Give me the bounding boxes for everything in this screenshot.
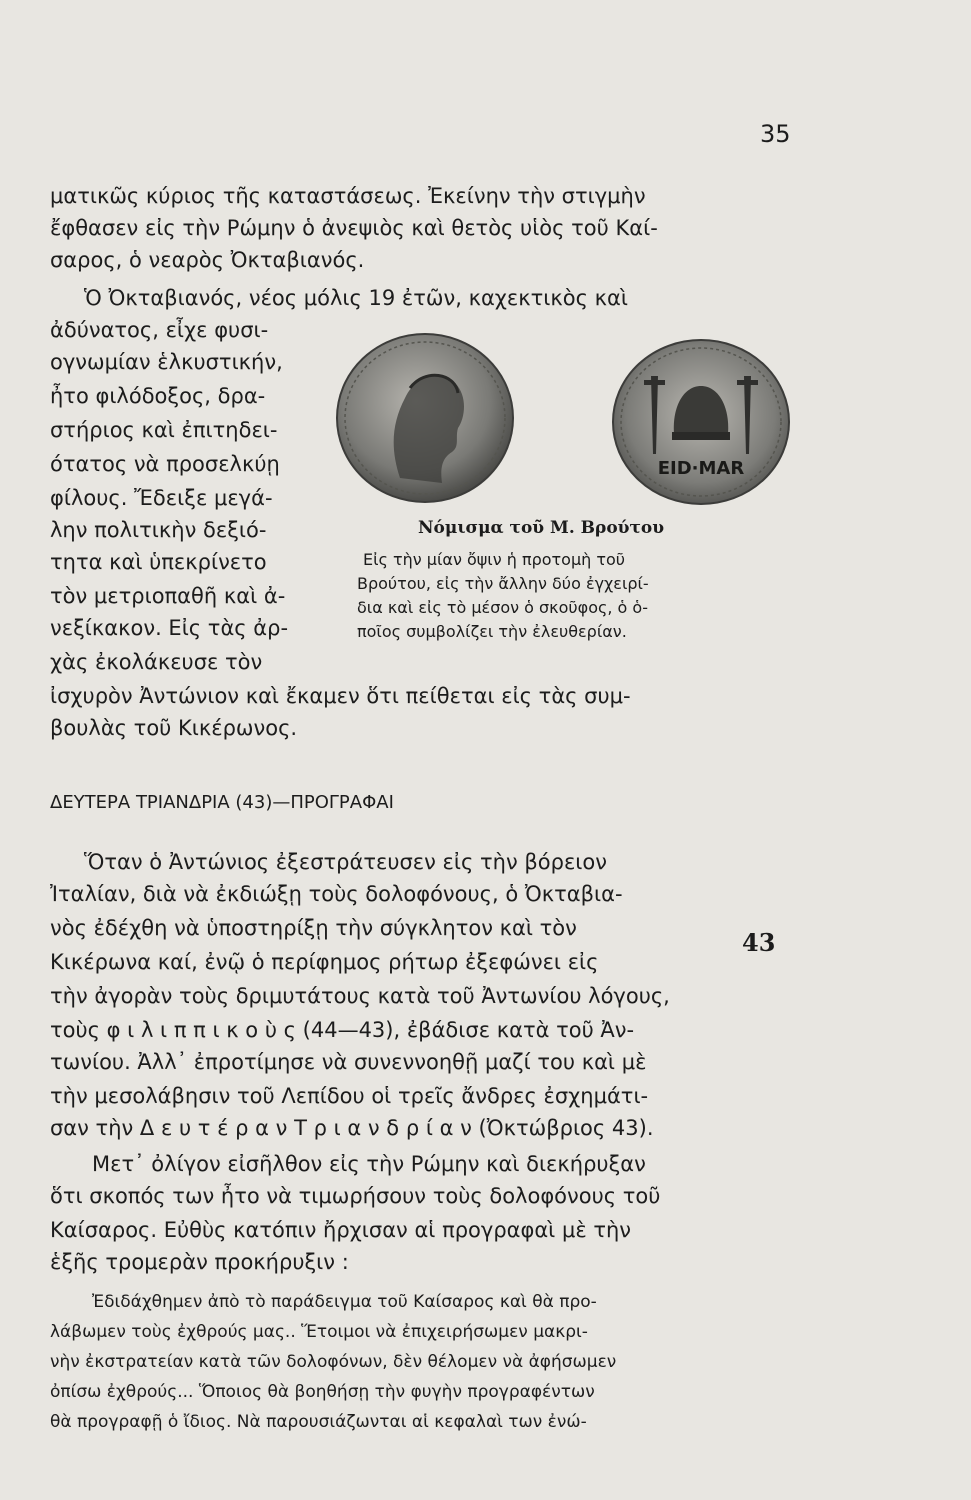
text-line: ογνωμίαν ἑλκυστικήν, bbox=[50, 350, 283, 374]
text-line: σαν τὴν Δ ε υ τ έ ρ α ν Τ ρ ι α ν δ ρ ί α ν (Ὀκτώβριος 43). bbox=[50, 1116, 654, 1140]
text-line: ὅτι σκοπός των ἦτο νὰ τιμωρήσουν τοὺς δολοφόνους τοῦ bbox=[50, 1184, 661, 1208]
text-line: τοὺς φ ι λ ι π π ι κ ο ὺ ς (44—43), ἐβάδισε κατὰ τοῦ Ἀν- bbox=[50, 1018, 635, 1042]
coin-obverse-image bbox=[330, 328, 520, 508]
coin-legend: EID·MAR bbox=[657, 458, 745, 479]
text-line: ἀδύνατος, εἶχε φυσι- bbox=[50, 318, 269, 342]
text-line: τὴν μεσολάβησιν τοῦ Λεπίδου οἱ τρεῖς ἄνδρες ἐσχημάτι- bbox=[50, 1084, 649, 1108]
text-line: Καίσαρος. Εὐθὺς κατόπιν ἤρχισαν αἱ προγραφαὶ μὲ τὴν bbox=[50, 1218, 632, 1242]
caption-line: Βρούτου, εἰς τὴν ἄλλην δύο ἐγχειρί- bbox=[357, 574, 649, 593]
text-line: τὸν μετριοπαθῆ καὶ ἀ- bbox=[50, 584, 286, 608]
text-line: τὴν ἀγορὰν τοὺς δριμυτάτους κατὰ τοῦ Ἀντωνίου λόγους, bbox=[50, 984, 670, 1008]
text-line: ἔφθασεν εἰς τὴν Ρώμην ὁ ἀνεψιὸς καὶ θετὸς υἱὸς τοῦ Καί- bbox=[50, 216, 658, 240]
text-line: νὸς ἐδέχθη νὰ ὑποστηρίξῃ τὴν σύγκλητον καὶ τὸν bbox=[50, 916, 577, 940]
text-line: στήριος καὶ ἐπιτηδει- bbox=[50, 418, 278, 442]
text-line: νεξίκακον. Εἰς τὰς ἀρ- bbox=[50, 616, 289, 640]
section-heading: ΔΕΥΤΕΡΑ ΤΡΙΑΝΔΡΙΑ (43)—ΠΡΟΓΡΑΦΑΙ bbox=[50, 792, 394, 813]
quote-line: Ἐδιδάχθημεν ἀπὸ τὸ παράδειγμα τοῦ Καίσαρος καὶ θὰ προ- bbox=[92, 1292, 597, 1312]
margin-number: 43 bbox=[742, 928, 776, 957]
text-line: Μετ᾽ ὀλίγον εἰσῆλθον εἰς τὴν Ρώμην καὶ διεκήρυξαν bbox=[92, 1152, 646, 1176]
caption-line: Εἰς τὴν μίαν ὄψιν ἡ προτομὴ τοῦ bbox=[363, 550, 626, 569]
quote-line: νὴν ἐκστρατείαν κατὰ τῶν δολοφόνων, δὲν θέλομεν νὰ ἀφήσωμεν bbox=[50, 1352, 617, 1372]
caption-line: ποῖος συμβολίζει τὴν ἐλευθερίαν. bbox=[357, 622, 627, 641]
text-line: Κικέρωνα καί, ἐνῷ ὁ περίφημος ρήτωρ ἐξεφώνει εἰς bbox=[50, 950, 599, 974]
quote-line: ὀπίσω ἐχθρούς... Ὅποιος θὰ βοηθήσῃ τὴν φυγὴν προγραφέντων bbox=[50, 1382, 595, 1402]
text-line: σαρος, ὁ νεαρὸς Ὀκταβιανός. bbox=[50, 248, 365, 272]
text-line: φίλους. Ἔδειξε μεγά- bbox=[50, 486, 273, 510]
text-line: χὰς ἐκολάκευσε τὸν bbox=[50, 650, 263, 674]
quote-line: λάβωμεν τοὺς ἐχθρούς μας.. Ἕτοιμοι νὰ ἐπιχειρήσωμεν μακρι- bbox=[50, 1322, 588, 1342]
text-line: ματικῶς κύριος τῆς καταστάσεως. Ἐκείνην τὴν στιγμὴν bbox=[50, 184, 646, 208]
figure-title: Νόμισμα τοῦ Μ. Βρούτου bbox=[418, 518, 665, 538]
text-line: τητα καὶ ὑπεκρίνετο bbox=[50, 550, 267, 574]
text-line: ότατος νὰ προσελκύῃ bbox=[50, 452, 280, 476]
text-line: ἦτο φιλόδοξος, δρα- bbox=[50, 384, 266, 408]
text-line: Ὁ Ὀκταβιανός, νέος μόλις 19 ἐτῶν, καχεκτικὸς καὶ bbox=[84, 286, 628, 310]
text-line: Ἰταλίαν, διὰ νὰ ἐκδιώξῃ τοὺς δολοφόνους, ὁ Ὀκταβια- bbox=[50, 882, 623, 906]
text-line: ἰσχυρὸν Ἀντώνιον καὶ ἔκαμεν ὅτι πείθεται εἰς τὰς συμ- bbox=[50, 684, 631, 708]
coin-reverse-image bbox=[606, 336, 796, 508]
text-line: Ὅταν ὁ Ἀντώνιος ἐξεστράτευσεν εἰς τὴν βόρειον bbox=[84, 850, 607, 874]
page-number: 35 bbox=[760, 120, 791, 148]
text-line: ἑξῆς τρομερὰν προκήρυξιν : bbox=[50, 1250, 349, 1274]
caption-line: δια καὶ εἰς τὸ μέσον ὁ σκοῦφος, ὁ ὁ- bbox=[357, 598, 648, 617]
quote-line: θὰ προγραφῇ ὁ ἴδιος. Νὰ παρουσιάζωνται αἱ κεφαλαὶ των ἐνώ- bbox=[50, 1412, 587, 1432]
text-line: βουλὰς τοῦ Κικέρωνος. bbox=[50, 716, 298, 740]
text-line: τωνίου. Ἀλλ᾽ ἐπροτίμησε νὰ συνεννοηθῇ μαζί του καὶ μὲ bbox=[50, 1050, 647, 1074]
text-line: λην πολιτικὴν δεξιό- bbox=[50, 518, 267, 542]
